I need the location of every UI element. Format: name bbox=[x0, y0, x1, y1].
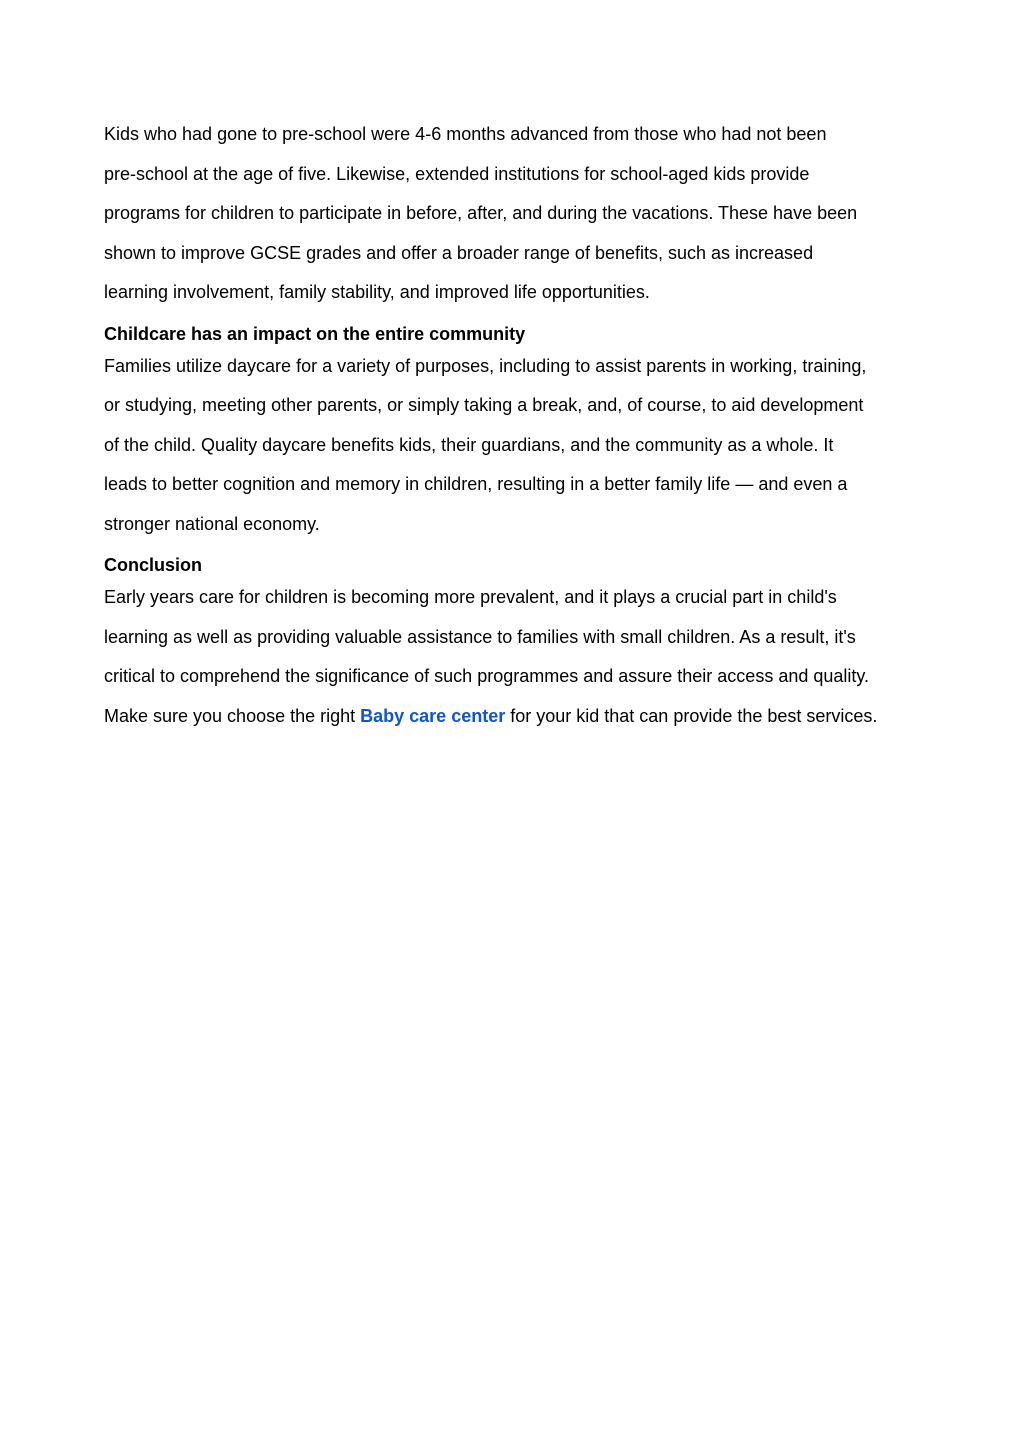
text-line: of the child. Quality daycare benefits kids, their guardians, and the community as a whole. It bbox=[104, 434, 834, 455]
document-body bbox=[104, 115, 934, 736]
text-line: Early years care for children is becoming more prevalent, and it plays a crucial part in child's bbox=[104, 587, 837, 607]
text-line: shown to improve GCSE grades and offer a broader range of benefits, such as increased bbox=[104, 242, 814, 263]
paragraph-preschool-benefits bbox=[104, 115, 934, 313]
text-line: stronger national economy. bbox=[104, 513, 320, 534]
baby-care-center-link[interactable]: Baby care center bbox=[360, 705, 506, 726]
text-line: or studying, meeting other parents, or simply taking a break, and, of course, to aid development bbox=[104, 395, 864, 415]
text-line: learning involvement, family stability, and improved life opportunities. bbox=[104, 282, 650, 302]
text-line: leads to better cognition and memory in children, resulting in a better family life — and even a bbox=[104, 474, 848, 494]
text-line: learning as well as providing valuable assistance to families with small children. As a result, it's bbox=[104, 626, 856, 647]
text-line: programs for children to participate in before, after, and during the vacations. These have been bbox=[104, 203, 858, 223]
text-line: critical to comprehend the significance of such programmes and assure their access and quality. bbox=[104, 666, 870, 686]
text-segment: Make sure you choose the right bbox=[104, 705, 361, 726]
text-line-with-link bbox=[104, 697, 934, 737]
paragraph-conclusion bbox=[104, 578, 934, 736]
text-segment: for your kid that can provide the best services. bbox=[505, 705, 878, 726]
text-line: pre-school at the age of five. Likewise, extended institutions for school-aged kids provide bbox=[104, 163, 810, 184]
section-heading-community: Childcare has an impact on the entire community bbox=[104, 323, 526, 344]
paragraph-community-impact bbox=[104, 347, 934, 545]
text-line: Kids who had gone to pre-school were 4-6 months advanced from those who had not been bbox=[104, 124, 827, 144]
section-heading-conclusion: Conclusion bbox=[104, 555, 202, 575]
text-line: Families utilize daycare for a variety of purposes, including to assist parents in working, training, bbox=[104, 355, 867, 376]
